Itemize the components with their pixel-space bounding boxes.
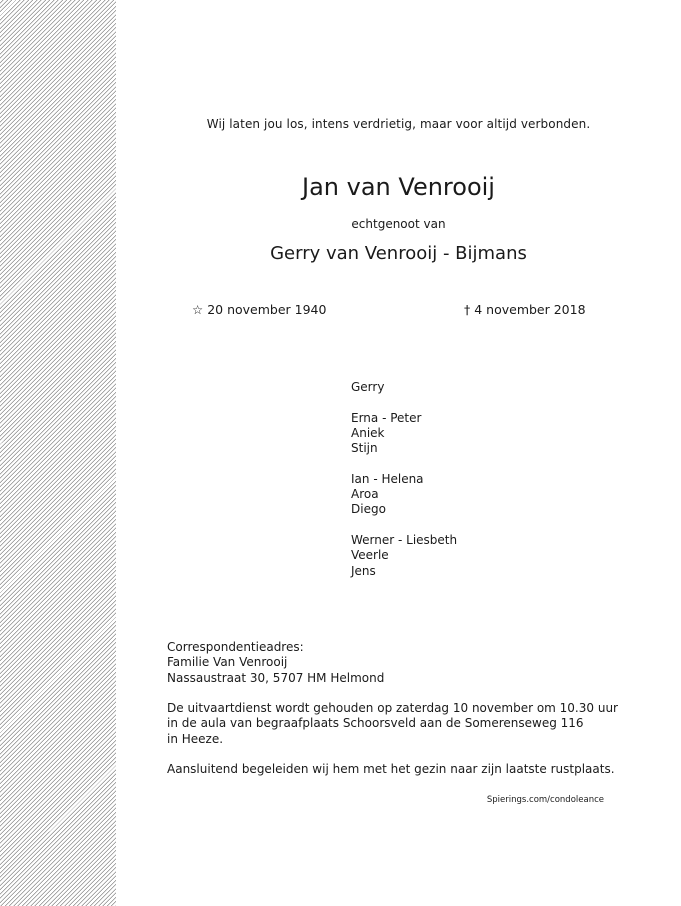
family-member: Diego <box>351 502 386 517</box>
cross-icon: † <box>464 302 471 317</box>
star-icon: ☆ <box>192 302 204 317</box>
motto-text: Wij laten jou los, intens verdrietig, maar voor altijd verbonden. <box>206 117 591 131</box>
correspondence-label: Correspondentieadres: <box>167 640 304 654</box>
family-member: Gerry <box>351 380 385 394</box>
birth-date <box>192 302 326 317</box>
closing-text: Aansluitend begeleiden wij hem met het gezin naar zijn laatste rustplaats. <box>167 762 615 777</box>
family-member: Stijn <box>351 441 378 456</box>
death-date-text: 4 november 2018 <box>474 302 586 317</box>
family-member: Ian - Helena <box>351 471 424 486</box>
service-line-2: in de aula van begraafplaats Schoorsveld aan de Somerenseweg 116 <box>167 716 584 731</box>
family-member: Veerle <box>351 548 389 563</box>
family-member: Jens <box>351 563 376 578</box>
family-list <box>351 380 457 594</box>
decorative-hatched-band <box>0 0 116 906</box>
service-line-3: in Heeze. <box>167 731 224 746</box>
family-member: Werner - Liesbeth <box>351 532 458 547</box>
obituary-card <box>116 0 681 906</box>
correspondence-name: Familie Van Venrooij <box>167 655 288 670</box>
birth-date-text: 20 november 1940 <box>207 302 327 317</box>
website-text: Spierings.com/condoleance <box>486 795 604 805</box>
relation-text: echtgenoot van <box>351 217 446 231</box>
family-member: Aroa <box>351 487 379 502</box>
spacer <box>167 747 618 762</box>
family-member: Aniek <box>351 425 385 440</box>
family-group-werner <box>351 533 457 579</box>
service-line-1: De uitvaartdienst wordt gehouden op zaterdag 10 november om 10.30 uur <box>167 701 618 716</box>
family-member: Erna - Peter <box>351 410 422 425</box>
deceased-name: Jan van Venrooij <box>302 173 495 201</box>
death-date <box>464 302 586 317</box>
family-group-erna <box>351 411 457 457</box>
correspondence-address: Nassaustraat 30, 5707 HM Helmond <box>167 670 385 685</box>
spouse-name: Gerry van Venrooij - Bijmans <box>270 243 527 264</box>
footer-block <box>167 640 618 778</box>
spacer <box>167 686 618 701</box>
family-group-spouse <box>351 380 457 395</box>
family-group-ian <box>351 472 457 518</box>
